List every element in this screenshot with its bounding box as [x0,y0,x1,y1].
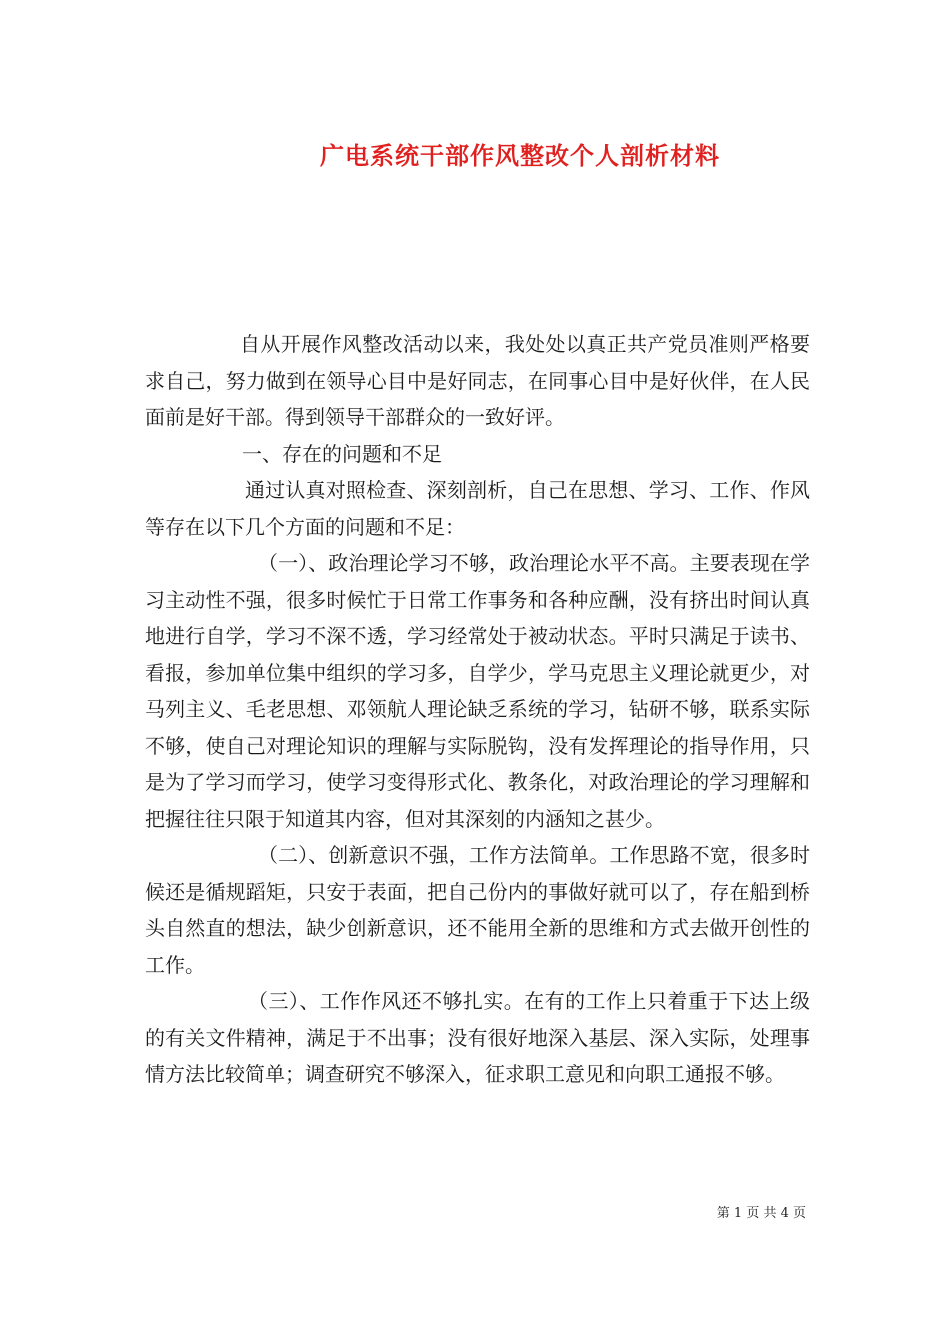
paragraph-issue-3: （三）、工作作风还不够扎实。在有的工作上只着重于下达上级的有关文件精神，满足于不出事；没有很好地深入基层、深入实际，处理事情方法比较简单；调查研究不够深入，征求职工意见和向职工通报不够。 [145,989,810,1086]
paragraph-issue-1: （一）、政治理论学习不够，政治理论水平不高。主要表现在学习主动性不强，很多时候忙于日常工作事务和各种应酬，没有挤出时间认真地进行自学，学习不深不透，学习经常处于被动状态。平时只满足于读书、看报，参加单位集中组织的学习多，自学少，学马克思主义理论就更少，对马列主义、毛老思想、邓领航人理论缺乏系统的学习，钻研不够，联系实际不够，使自己对理论知识的理解与实际脱钩，没有发挥理论的指导作用，只是为了学习而学习，使学习变得形式化、教条化，对政治理论的学习理解和把握往往只限于知道其内容，但对其深刻的内涵知之甚少。 [145,551,810,831]
document-body [145,326,810,1093]
paragraph-overview: 通过认真对照检查、深刻剖析，自己在思想、学习、工作、作风等存在以下几个方面的问题和不足： [145,478,810,539]
document-title: 广电系统干部作风整改个人剖析材料 [320,141,720,170]
paragraph-intro: 自从开展作风整改活动以来，我处处以真正共产党员准则严格要求自己，努力做到在领导心目中是好同志，在同事心目中是好伙伴，在人民面前是好干部。得到领导干部群众的一致好评。 [145,332,810,429]
page-footer: 第 1 页 共 4 页 [716,1206,806,1221]
section-heading: 一、存在的问题和不足 [242,441,442,466]
paragraph-issue-2: （二）、创新意识不强，工作方法简单。工作思路不宽，很多时候还是循规蹈矩，只安于表面，把自己份内的事做好就可以了，存在船到桥头自然直的想法，缺少创新意识，还不能用全新的思维和方式去做开创性的工作。 [145,843,810,977]
